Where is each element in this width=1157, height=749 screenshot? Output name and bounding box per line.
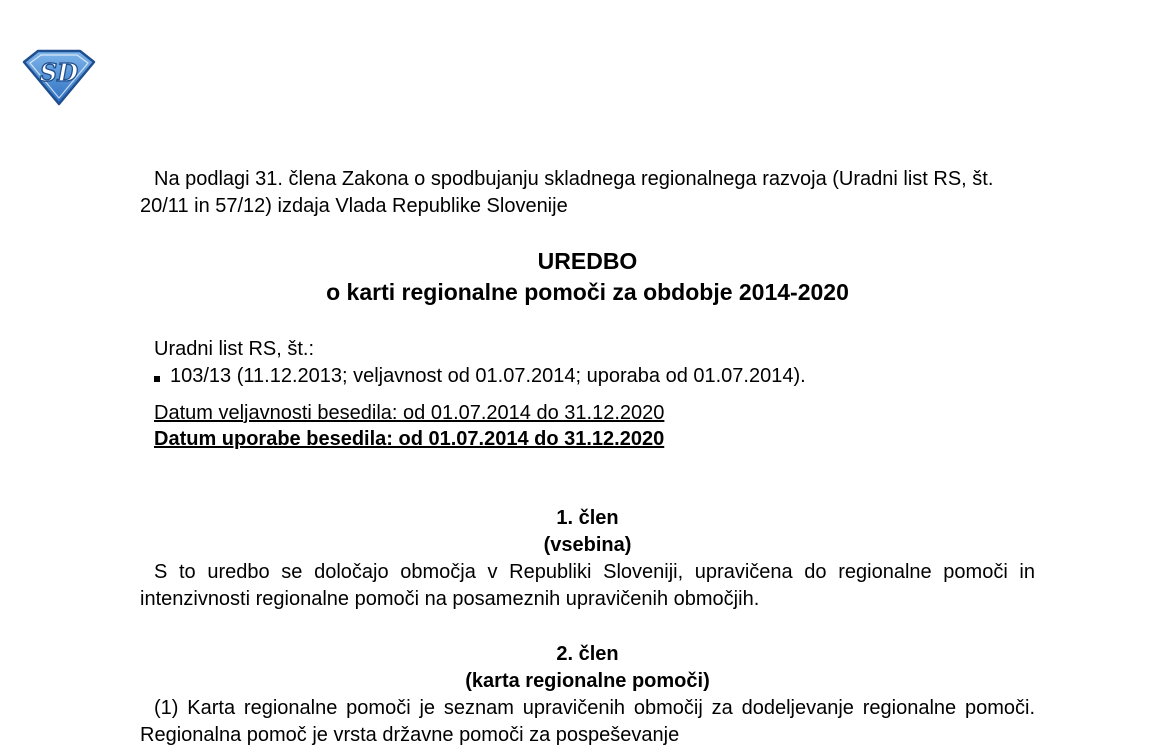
article-text: S to uredbo se določajo območja v Republiki Sloveniji, upravičena do regionalne pomoči in intenzivnosti regionalne pomoči na posameznih upravičenih območjih. bbox=[140, 561, 1035, 610]
article-1 bbox=[140, 505, 1035, 613]
document-title bbox=[140, 246, 1035, 308]
application-date: Datum uporabe besedila: od 01.07.2014 do 31.12.2020 bbox=[154, 428, 665, 450]
title-line-2: o karti regionalne pomoči za obdobje 2014-2020 bbox=[326, 279, 849, 305]
gazette-entry-text: 103/13 (11.12.2013; veljavnost od 01.07.2014; uporaba od 01.07.2014). bbox=[170, 365, 806, 387]
sd-logo-letters: SD bbox=[39, 58, 79, 87]
document-page bbox=[140, 166, 1035, 749]
article-text: (1) Karta regionalne pomoči je seznam upravičenih območij za dodeljevanje regionalne pomoči. Regionalna pomoč je vrsta državne pomoči za pospeševanje bbox=[140, 697, 1035, 746]
dates-block bbox=[154, 400, 1035, 452]
sd-logo-icon bbox=[22, 48, 96, 106]
article-number: 1. člen bbox=[556, 507, 619, 529]
gazette-label: Uradni list RS, št.: bbox=[154, 338, 315, 360]
intro-paragraph: Na podlagi 31. člena Zakona o spodbujanju skladnega regionalnega razvoja (Uradni list RS, št. 20/11 in 57/12) izdaja Vlada Republike Slovenije bbox=[140, 168, 994, 217]
article-subject: (vsebina) bbox=[543, 534, 632, 556]
article-subject: (karta regionalne pomoči) bbox=[465, 670, 710, 692]
gazette-entry bbox=[154, 363, 1035, 390]
bullet-icon bbox=[154, 376, 160, 382]
gazette-block bbox=[154, 336, 1035, 390]
title-line-1: UREDBO bbox=[537, 248, 638, 274]
article-number: 2. člen bbox=[556, 643, 619, 665]
article-2 bbox=[140, 641, 1035, 749]
validity-date: Datum veljavnosti besedila: od 01.07.2014 do 31.12.2020 bbox=[154, 402, 665, 424]
sd-logo bbox=[22, 48, 96, 106]
